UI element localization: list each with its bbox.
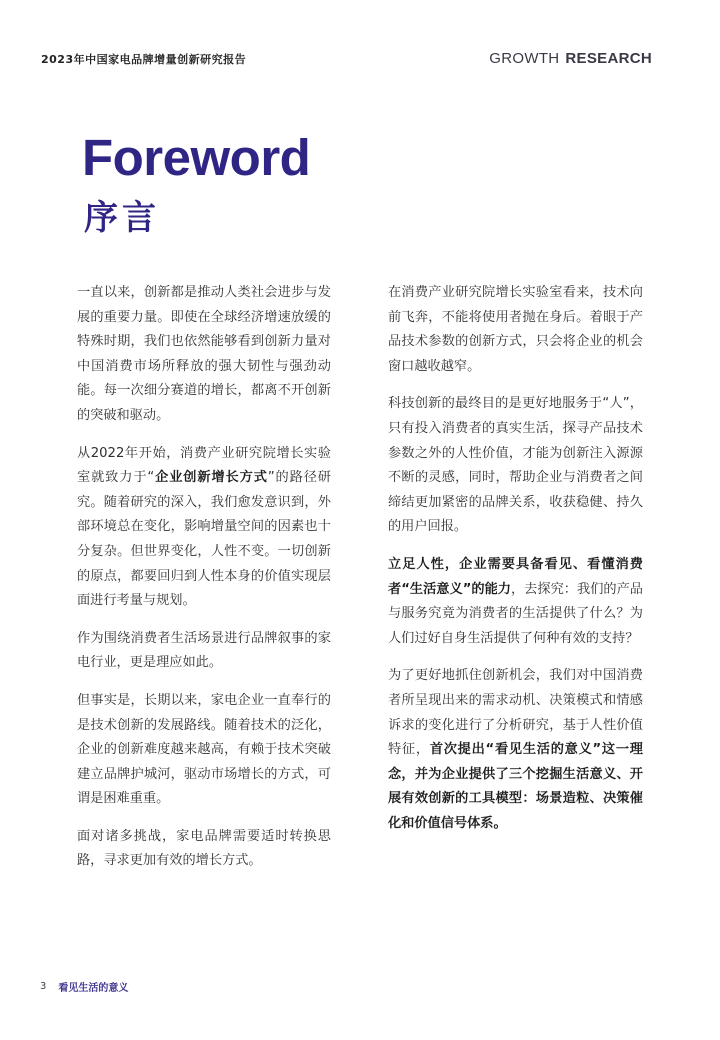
- report-title: 2023年中国家电品牌增量创新研究报告: [41, 53, 247, 66]
- left-p2-part-c: ”的路径研究。随着研究的深入，我们愈发意识到，外部环境总在变化，影响增量空间的因素也十分复杂。但世界变化，人性不变。一切创新的原点，都要回归到人性本身的价值实现层面进行考量与规划。: [77, 470, 331, 609]
- right-p3-rest: ，去探究：我们的产品与服务究竟为消费者的生活提供了什么？为人们过好自身生活提供了何种有效的支持？: [388, 581, 643, 646]
- right-p4-emphasis: 首次提出“看见生活的意义”这一理念，并为企业提供了三个挖掘生活意义、开展有效创新的工具模型：场景造粒、决策催化和价值信号体系。: [388, 742, 643, 831]
- right-paragraph-1: 在消费产业研究院增长实验室看来，技术向前飞奔，不能将使用者抛在身后。着眼于产品技术参数的创新方式，只会将企业的机会窗口越收越窄。: [388, 285, 643, 374]
- brand-logo: [489, 50, 652, 67]
- left-p2-part-a: 从2022年开始，消费产业研究院增长实验室就致力于“: [77, 445, 331, 486]
- right-paragraph-2: 科技创新的最终目的是更好地服务于“人”，只有投入消费者的真实生活，探寻产品技术参数之外的人性价值，才能为创新注入源源不断的灵感，同时，帮助企业与消费者之间缔结更加紧密的品牌关系，收获稳健、持久的用户回报。: [388, 396, 643, 535]
- brand-logo-part1: GROWTH: [489, 50, 560, 67]
- right-p3-emphasis: 立足人性，企业需要具备看见、看懂消费者“生活意义”的能力: [388, 556, 643, 597]
- left-paragraph-5: 面对诸多挑战，家电品牌需要适时转换思路，寻求更加有效的增长方式。: [77, 828, 331, 869]
- right-text-column: [388, 281, 643, 849]
- brand-logo-part2: RESEARCH: [565, 50, 652, 67]
- left-p2-emphasis: 企业创新增长方式: [154, 470, 268, 486]
- left-paragraph-2: [77, 442, 331, 614]
- page-footer: [40, 979, 128, 994]
- footer-section-tag: 看见生活的意义: [58, 983, 129, 994]
- left-paragraph-4: 但事实是，长期以来，家电企业一直奉行的是技术创新的发展路线。随着技术的泛化，企业的创新难度越来越高，有赖于技术突破建立品牌护城河，驱动市场增长的方式，可谓是困难重重。: [77, 692, 331, 807]
- left-paragraph-3: 作为围绕消费者生活场景进行品牌叙事的家电行业，更是理应如此。: [77, 630, 331, 671]
- right-paragraph-3: [388, 553, 643, 651]
- right-p4-part-a: 为了更好地抓住创新机会，我们对中国消费者所呈现出来的需求动机、决策模式和情感诉求的变化进行了分析研究，基于人性价值特征，: [388, 668, 643, 758]
- left-text-column: [77, 281, 331, 887]
- right-paragraph-4: [388, 664, 643, 836]
- page-heading-english: Foreword: [82, 129, 311, 186]
- left-paragraph-1: 一直以来，创新都是推动人类社会进步与发展的重要力量。即使在全球经济增速放缓的特殊时期，我们也依然能够看到创新力量对中国消费市场所释放的强大韧性与强劲动能。每一次细分赛道的增长，都离不开创新的突破和驱动。: [77, 285, 331, 423]
- page-heading-chinese: 序言: [84, 198, 160, 238]
- page-number: 3: [40, 981, 47, 992]
